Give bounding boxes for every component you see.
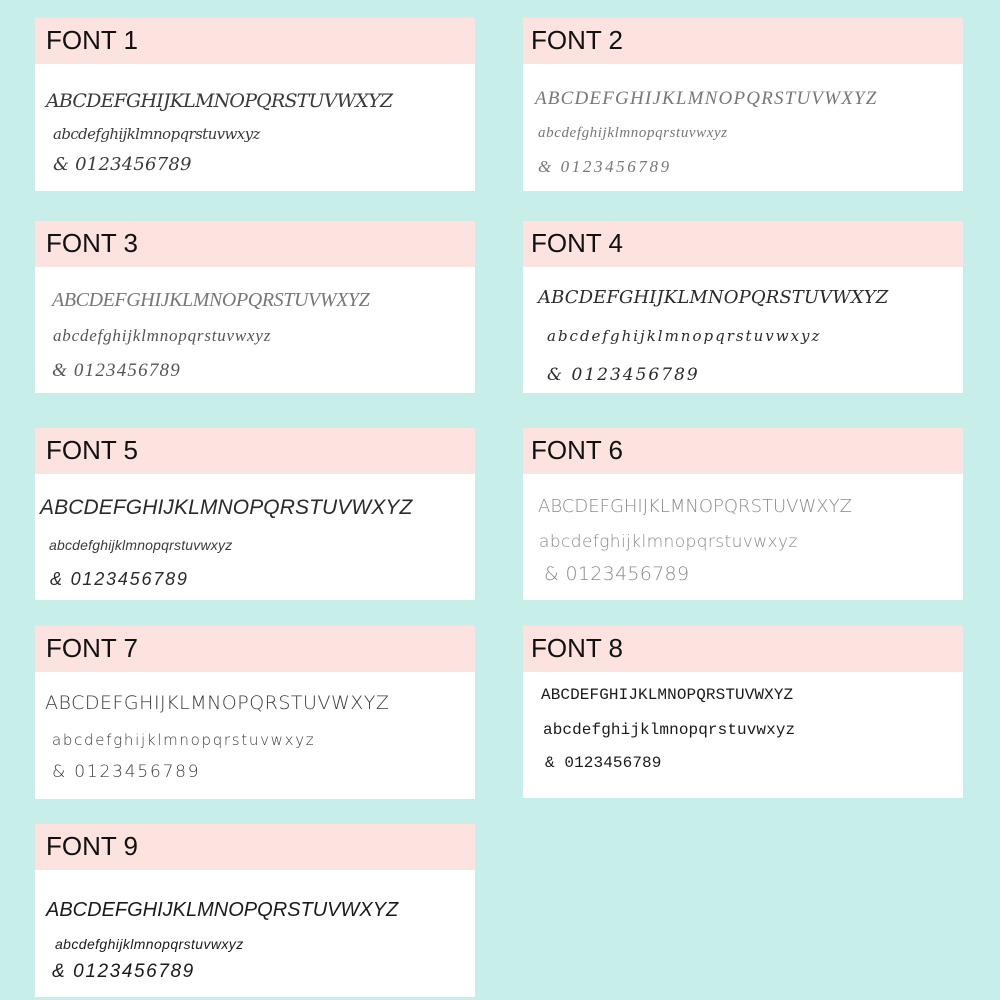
font-card-title: FONT 8 [531,633,623,663]
lowercase-sample: abcdefghijklmnopqrstuvwxyz [543,721,796,739]
font-card-1 [35,18,475,191]
lowercase-sample: abcdefghijklmnopqrstuvwxyz [53,326,272,345]
digits-sample: & 0123456789 [52,762,201,782]
font-card-header [35,428,475,474]
font-card-6 [523,428,963,600]
uppercase-sample: ABCDEFGHIJKLMNOPQRSTUVWXYZ [535,88,878,109]
font-card-title: FONT 9 [46,831,138,861]
uppercase-sample: ABCDEFGHIJKLMNOPQRSTUVWXYZ [52,289,370,311]
font-card-title: FONT 6 [531,435,623,465]
font-card-title: FONT 2 [531,25,623,55]
digits-sample: & 0123456789 [538,157,672,176]
font-card-title: FONT 5 [46,435,138,465]
font-card-header [523,626,963,672]
digits-sample: & 0123456789 [547,365,700,385]
font-card-header [35,626,475,672]
font-card-header [523,221,963,267]
font-card-header [35,824,475,870]
lowercase-sample: abcdefghijklmnopqrstuvwxyz [539,532,798,552]
lowercase-sample: abcdefghijklmnopqrstuvwxyz [52,731,316,749]
font-card-header [523,18,963,64]
digits-sample: & 0123456789 [52,961,195,982]
font-card-2 [523,18,963,191]
font-card-4 [523,221,963,393]
font-card-8 [523,626,963,798]
lowercase-sample: abcdefghijklmnopqrstuvwxyz [53,125,260,143]
uppercase-sample: ABCDEFGHIJKLMNOPQRSTUVWXYZ [45,692,390,714]
uppercase-sample: ABCDEFGHIJKLMNOPQRSTUVWXYZ [46,90,393,112]
font-card-header [35,221,475,267]
digits-sample: & 0123456789 [50,569,189,589]
uppercase-sample: ABCDEFGHIJKLMNOPQRSTUVWXYZ [538,287,889,308]
lowercase-sample: abcdefghijklmnopqrstuvwxyz [55,936,244,952]
digits-sample: & 0123456789 [544,563,690,585]
font-card-title: FONT 3 [46,228,138,258]
font-card-5 [35,428,475,600]
font-card-title: FONT 1 [46,25,138,55]
font-card-header [35,18,475,64]
digits-sample: & 0123456789 [52,360,181,381]
font-card-7 [35,626,475,799]
font-card-title: FONT 7 [46,633,138,663]
font-card-title: FONT 4 [531,228,623,258]
font-card-header [523,428,963,474]
lowercase-sample: abcdefghijklmnopqrstuvwxyz [538,125,728,141]
digits-sample: & 0123456789 [545,754,662,772]
lowercase-sample: abcdefghijklmnopqrstuvwxyz [49,537,233,553]
uppercase-sample: ABCDEFGHIJKLMNOPQRSTUVWXYZ [541,686,794,704]
font-card-9 [35,824,475,997]
uppercase-sample: ABCDEFGHIJKLMNOPQRSTUVWXYZ [40,496,413,519]
lowercase-sample: abcdefghijklmnopqrstuvwxyz [547,327,822,345]
font-card-3 [35,221,475,393]
digits-sample: & 0123456789 [53,154,192,175]
uppercase-sample: ABCDEFGHIJKLMNOPQRSTUVWXYZ [538,496,852,517]
uppercase-sample: ABCDEFGHIJKLMNOPQRSTUVWXYZ [46,899,399,921]
